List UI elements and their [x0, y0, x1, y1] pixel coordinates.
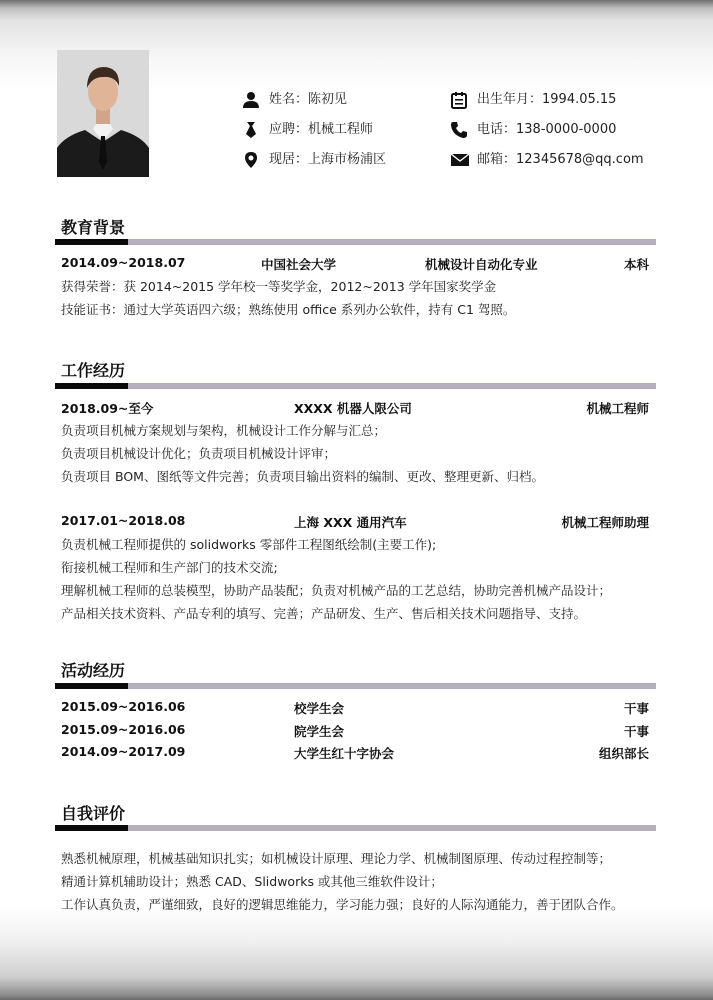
activity-org: 大学生红十字协会: [294, 746, 395, 761]
job-duty: 负责项目机械方案规划与架构，机械设计工作分解与汇总；: [61, 423, 387, 438]
info-phone: [450, 121, 670, 139]
job-duty: 理解机械工程师的总装模型，协助产品装配；负责对机械产品的工艺总结，协助完善机械产品设计；: [61, 583, 612, 598]
activity-row: [61, 744, 649, 762]
activity-role: 干事: [623, 701, 649, 716]
email-text: 邮箱：12345678@qq.com: [477, 152, 644, 167]
job-period: 2018.09~至今: [61, 401, 154, 416]
education-major: 机械设计自动化专业: [425, 257, 538, 272]
name-text: 姓名：陈初见: [269, 92, 348, 107]
job-company: 上海 XXX 通用汽车: [294, 515, 407, 530]
info-position: [242, 121, 432, 139]
activity-period: 2015.09~2016.06: [61, 722, 186, 737]
education-degree: 本科: [623, 257, 649, 272]
self-eval-line: 工作认真负责，严谨细致，良好的逻辑思维能力，学习能力强；良好的人际沟通能力，善于团队合作。: [61, 897, 624, 912]
work-divider: [55, 383, 656, 389]
position-text: 应聘：机械工程师: [269, 122, 374, 137]
job-duty: 负责项目机械设计优化；负责项目机械设计评审；: [61, 446, 337, 461]
activity-role: 干事: [623, 724, 649, 739]
info-residence: [242, 151, 432, 169]
activity-role: 组织部长: [598, 746, 649, 761]
phone-icon: [450, 121, 468, 139]
job-duty: 负责机械工程师提供的 solidworks 零部件工程图纸绘制(主要工作);: [61, 537, 437, 552]
job-row: [61, 399, 649, 417]
job-role: 机械工程师助理: [561, 515, 649, 530]
work-title: 工作经历: [61, 361, 126, 380]
education-row: [61, 255, 649, 273]
phone-text: 电话：138-0000-0000: [477, 122, 617, 137]
self-eval-title: 自我评价: [61, 804, 126, 823]
job-duty: 负责项目 BOM、图纸等文件完善；负责项目输出资料的编制、更改、整理更新、归档。: [61, 469, 544, 484]
tie-icon: [242, 121, 260, 139]
job-row: [61, 513, 649, 531]
profile-photo: [57, 50, 149, 177]
job-role: 机械工程师: [586, 401, 649, 416]
activity-row: [61, 699, 649, 717]
activity-row: [61, 722, 649, 740]
activity-period: 2015.09~2016.06: [61, 699, 186, 714]
job-duty: 产品相关技术资料、产品专利的填写、完善；产品研发、生产、售后相关技术问题指导、支持。: [61, 606, 587, 621]
job-period: 2017.01~2018.08: [61, 513, 186, 528]
envelope-icon: [450, 151, 470, 169]
info-name: [242, 91, 432, 109]
residence-text: 现居：上海市杨浦区: [269, 152, 387, 167]
education-title: 教育背景: [61, 218, 126, 237]
education-honors: 获得荣誉：获 2014~2015 学年校一等奖学金，2012~2013 学年国家奖学金: [61, 279, 497, 294]
footer-decoration: [0, 905, 713, 1000]
self-eval-divider: [55, 825, 656, 831]
education-school: 中国社会大学: [261, 257, 337, 272]
education-divider: [55, 239, 656, 245]
activity-period: 2014.09~2017.09: [61, 744, 186, 759]
info-email: [450, 151, 670, 169]
activities-divider: [55, 683, 656, 689]
birthdate-text: 出生年月：1994.05.15: [477, 92, 617, 107]
activities-title: 活动经历: [61, 661, 126, 680]
education-period: 2014.09~2018.07: [61, 255, 186, 270]
activity-org: 校学生会: [294, 701, 345, 716]
job-company: XXXX 机器人限公司: [294, 401, 412, 416]
self-eval-line: 熟悉机械原理，机械基础知识扎实；如机械设计原理、理论力学、机械制图原理、传动过程控制等；: [61, 851, 612, 866]
info-birthdate: [450, 91, 670, 109]
location-pin-icon: [242, 151, 260, 169]
education-certs: 技能证书：通过大学英语四六级；熟练使用 office 系列办公软件，持有 C1 驾照。: [61, 302, 516, 317]
calendar-icon: [450, 91, 468, 109]
person-icon: [242, 91, 260, 109]
job-duty: 衔接机械工程师和生产部门的技术交流;: [61, 560, 278, 575]
self-eval-line: 精通计算机辅助设计；熟悉 CAD、Slidworks 或其他三维软件设计；: [61, 874, 443, 889]
activity-org: 院学生会: [294, 724, 345, 739]
